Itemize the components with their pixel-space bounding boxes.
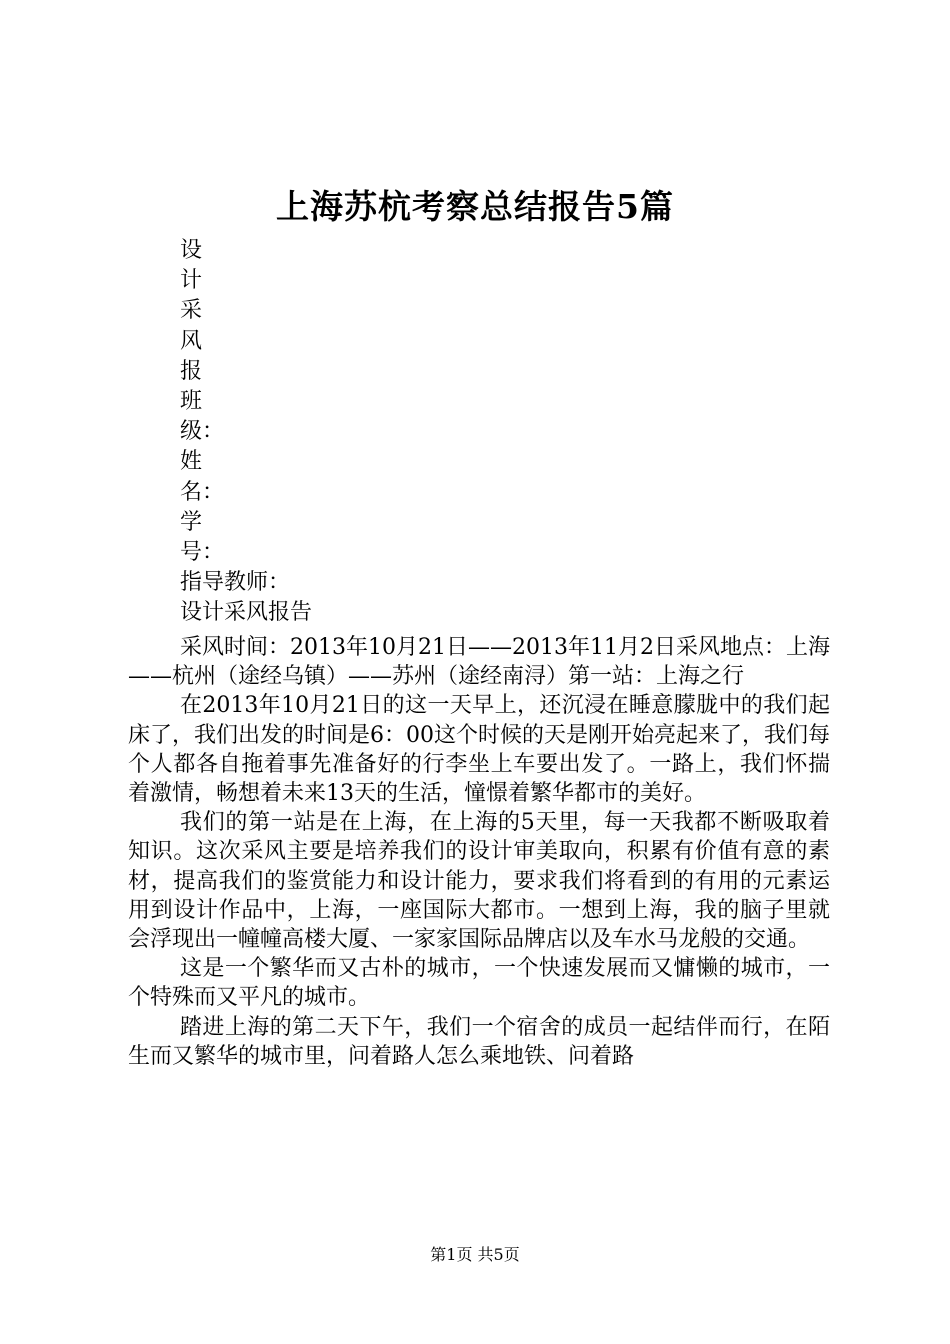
document-title: 上海苏杭考察总结报告5篇	[276, 187, 674, 226]
cover-info-block	[180, 236, 830, 628]
report-body	[128, 633, 830, 1071]
cover-line: 风	[180, 328, 203, 354]
cover-line: 班	[180, 388, 203, 414]
cover-line: 采	[180, 298, 203, 324]
trip-info-paragraph: 采风时间：2013年10月21日——2013年11月2日采风地点：上海——杭州（途经乌镇）——苏州（途经南浔）第一站：上海之行	[128, 635, 830, 690]
cover-line: 学	[180, 509, 203, 535]
body-paragraph: 踏进上海的第二天下午，我们一个宿舍的成员一起结伴而行，在陌生而又繁华的城市里，问着路人怎么乘地铁、问着路	[128, 1014, 830, 1069]
advisor-label: 指导教师：	[180, 570, 291, 596]
cover-line: 计	[180, 268, 203, 294]
name-label: 名：	[180, 479, 225, 505]
report-subtitle: 设计采风报告	[180, 600, 313, 626]
student-id-label: 号：	[180, 539, 225, 565]
body-paragraph: 在2013年10月21日的这一天早上，还沉浸在睡意朦胧中的我们起床了，我们出发的时间是6：00这个时候的天是刚开始亮起来了，我们每个人都各自拖着事先准备好的行李坐上车要出发了。一路上，我们怀揣着激情，畅想着未来13天的生活，憧憬着繁华都市的美好。	[128, 693, 830, 807]
body-paragraph: 我们的第一站是在上海，在上海的5天里，每一天我都不断吸取着知识。这次采风主要是培养我们的设计审美取向，积累有价值有意的素材，提高我们的鉴赏能力和设计能力，要求我们将看到的有用的元素运用到设计作品中，上海，一座国际大都市。一想到上海，我的脑子里就会浮现出一幢幢高楼大厦、一家家国际品牌店以及车水马龙般的交通。	[128, 810, 830, 953]
class-label: 级：	[180, 419, 225, 445]
cover-line: 报	[180, 358, 203, 384]
cover-line: 姓	[180, 449, 203, 475]
body-paragraph: 这是一个繁华而又古朴的城市，一个快速发展而又慵懒的城市，一个特殊而又平凡的城市。	[128, 956, 830, 1011]
page-number-footer: 第1页 共5页	[430, 1245, 520, 1264]
cover-line: 设	[180, 238, 203, 263]
